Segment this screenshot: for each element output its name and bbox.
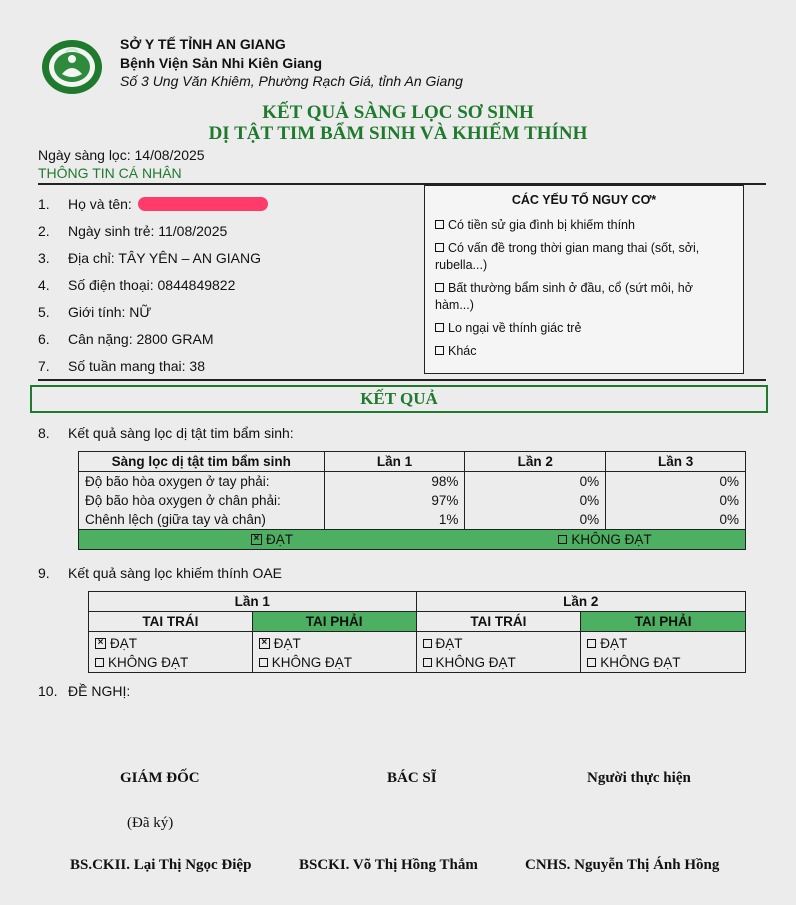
checkbox-unchecked	[558, 535, 567, 544]
risk-item: Có tiền sử gia đình bị khiếm thính	[425, 217, 743, 234]
heart-result-row	[79, 530, 746, 550]
ear-header: TAI PHẢI	[252, 612, 416, 632]
director-name: BS.CKII. Lại Thị Ngọc Điệp	[70, 857, 252, 873]
table-row	[89, 632, 746, 673]
table-row	[89, 592, 746, 612]
performer-title: Người thực hiện	[587, 770, 691, 786]
table-header-row	[79, 452, 746, 472]
personal-item-weight: 6. Cân nặng: 2800 GRAM	[38, 330, 214, 347]
document-title-line2: DỊ TẬT TIM BẨM SINH VÀ KHIẾM THÍNH	[208, 123, 588, 144]
risk-item: Khác	[425, 343, 743, 360]
heart-pass-option: × ĐẠT	[79, 530, 465, 550]
risk-factors-title: CÁC YẾU TỐ NGUY CƠ*	[511, 193, 657, 207]
personal-item-name: 1. Họ và tên:	[38, 190, 428, 217]
document-title-line1: KẾT QUẢ SÀNG LỌC SƠ SINH	[262, 102, 534, 123]
risk-item: Lo ngại về thính giác trẻ	[425, 320, 743, 337]
redaction-mark	[138, 197, 268, 211]
hearing-screening-label: 9. Kết quả sàng lọc khiếm thính OAE	[38, 565, 283, 581]
screening-date: Ngày sàng lọc: 14/08/2025	[38, 147, 205, 163]
checkbox-unchecked	[435, 243, 444, 252]
hospital-name: Bệnh Viện Sản Nhi Kiên Giang	[120, 55, 322, 71]
ear-header: TAI TRÁI	[416, 612, 581, 632]
ear-header: TAI TRÁI	[89, 612, 253, 632]
personal-item-address: 3. Địa chỉ: TÂY YÊN – AN GIANG	[38, 249, 261, 266]
table-row: Chênh lệch (giữa tay và chân) 1% 0% 0%	[79, 510, 746, 530]
risk-item: Bất thường bẩm sinh ở đầu, cổ (sứt môi, hở hàm...)	[435, 281, 693, 312]
doctor-name: BSCKI. Võ Thị Hồng Thắm	[299, 857, 478, 873]
checkbox-unchecked	[435, 220, 444, 229]
checkbox-unchecked	[587, 639, 596, 648]
table-header: Lần 3	[606, 452, 746, 472]
ear-header: TAI PHẢI	[581, 612, 746, 632]
checkbox-unchecked	[587, 658, 596, 667]
divider	[38, 379, 766, 381]
table-header: Lần 2	[465, 452, 606, 472]
round-header: Lần 2	[416, 592, 746, 612]
hospital-logo	[40, 38, 104, 96]
department-name: SỞ Y TẾ TỈNH AN GIANG	[120, 36, 286, 52]
table-row: Độ bão hòa oxygen ở tay phải: 98% 0% 0%	[79, 472, 746, 492]
hearing-screening-table	[88, 591, 746, 673]
checkbox-unchecked	[435, 346, 444, 355]
table-header: Sàng lọc dị tật tim bẩm sinh	[79, 452, 325, 472]
ear-result-cell: ĐẠT KHÔNG ĐẠT	[416, 632, 581, 673]
checkbox-checked: ×	[251, 534, 262, 545]
ear-result-cell: ĐẠT KHÔNG ĐẠT	[581, 632, 746, 673]
checkbox-checked: ×	[259, 638, 270, 649]
signed-note: (Đã ký)	[127, 815, 174, 831]
round-header: Lần 1	[89, 592, 417, 612]
heart-fail-option: KHÔNG ĐẠT	[465, 530, 746, 550]
result-header: KẾT QUẢ	[30, 385, 768, 413]
personal-item-phone: 4. Số điện thoại: 0844849822	[38, 276, 236, 293]
table-row: Độ bão hòa oxygen ở chân phải: 97% 0% 0%	[79, 491, 746, 510]
ear-result-cell: × ĐẠT KHÔNG ĐẠT	[89, 632, 253, 673]
personal-item-birthdate: 2. Ngày sinh trẻ: 11/08/2025	[38, 222, 228, 239]
personal-item-gender: 5. Giới tính: NỮ	[38, 303, 152, 320]
performer-name: CNHS. Nguyễn Thị Ánh Hồng	[525, 857, 720, 873]
personal-item-gestation: 7. Số tuần mang thai: 38	[38, 357, 205, 374]
personal-info-list	[38, 190, 428, 379]
name-label: Họ và tên:	[68, 195, 132, 212]
table-header: Lần 1	[324, 452, 465, 472]
personal-info-title: THÔNG TIN CÁ NHÂN	[38, 165, 182, 181]
checkbox-checked: ×	[95, 638, 106, 649]
checkbox-unchecked	[435, 323, 444, 332]
director-title: GIÁM ĐỐC	[120, 770, 200, 786]
checkbox-unchecked	[259, 658, 268, 667]
heart-screening-table	[78, 451, 746, 550]
table-row	[89, 612, 746, 632]
risk-factors-box	[424, 185, 744, 374]
heart-screening-label: 8. Kết quả sàng lọc dị tật tim bẩm sinh:	[38, 425, 294, 441]
checkbox-unchecked	[435, 283, 444, 292]
checkbox-unchecked	[423, 658, 432, 667]
ear-result-cell: × ĐẠT KHÔNG ĐẠT	[252, 632, 416, 673]
checkbox-unchecked	[423, 639, 432, 648]
hospital-address: Số 3 Ung Văn Khiêm, Phường Rạch Giá, tỉnh An Giang	[120, 73, 463, 89]
doctor-title: BÁC SĨ	[387, 770, 437, 786]
risk-item: Có vấn đề trong thời gian mang thai (sốt, sởi, rubella...)	[435, 241, 700, 272]
recommendation-label: 10. ĐỀ NGHỊ:	[38, 683, 131, 699]
checkbox-unchecked	[95, 658, 104, 667]
